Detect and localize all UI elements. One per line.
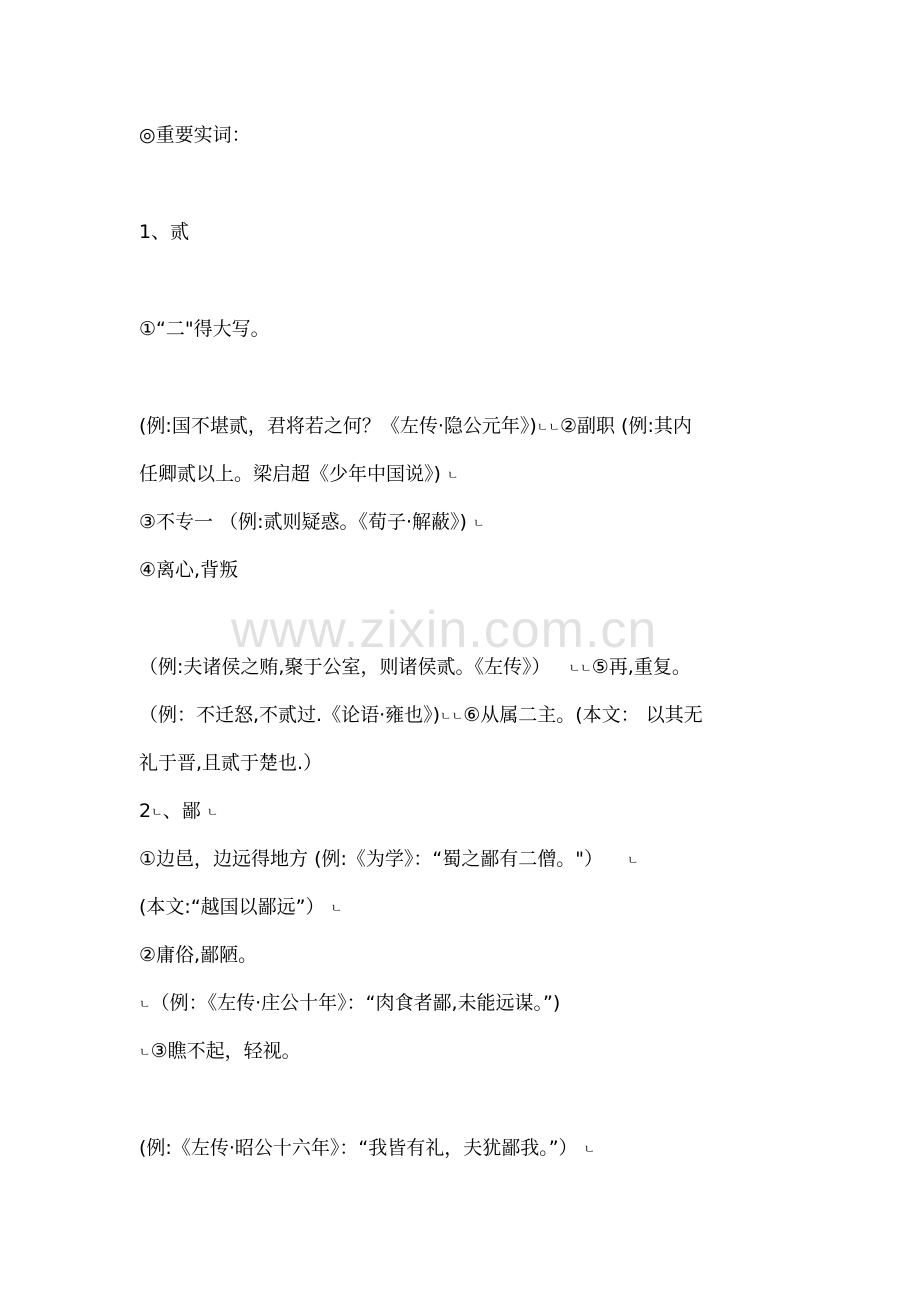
- definition-text: ①边邑，边远得地方 (例:《为学》：“蜀之鄙有二僧。"）: [139, 848, 603, 870]
- example-text: （例:夫诸侯之贿,聚于公室，则诸侯贰。《左传》）: [139, 656, 551, 678]
- example-text: (例:国不堪贰，君将若之何？《左传·隐公元年》): [139, 415, 537, 437]
- definition-line: [139, 1136, 595, 1161]
- paragraph-mark-icon: ﾤ: [472, 515, 485, 530]
- definition-line: ①“二"得大写。: [139, 318, 270, 340]
- example-text: 任卿贰以上。梁启超《少年中国说》): [139, 463, 441, 485]
- paragraph-mark-icon: ﾤ: [627, 852, 639, 867]
- definition-text: ②副职 (例:其内: [559, 415, 692, 437]
- paragraph-mark-icon: ﾤﾤ: [440, 708, 464, 723]
- section-heading: ◎重要实词：: [139, 124, 251, 146]
- example-text: (本文:“越国以鄙远”）: [139, 896, 325, 918]
- definition-text: ③瞧不起，轻视。: [150, 1040, 301, 1062]
- example-text: （例：不迁怒,不贰过.《论语·雍也》): [139, 704, 441, 726]
- example-text: （例：《左传·庄公十年》：“肉食者鄙,未能远谋。”): [150, 992, 561, 1014]
- paragraph-mark-icon: ﾤ: [206, 804, 219, 819]
- watermark: www.zixin.com.cn: [231, 601, 658, 659]
- definition-line: [139, 703, 703, 728]
- item-2-title: 2ﾤ、鄙 ﾤ: [139, 800, 219, 822]
- example-text: (例:《左传·昭公十六年》：“我皆有礼，夫犹鄙我。”）: [139, 1137, 578, 1159]
- definition-line: ②庸俗,鄙陋。: [139, 944, 258, 966]
- item-1-title: 1、贰: [139, 221, 190, 243]
- definition-line: [139, 847, 639, 872]
- paragraph-mark-icon: ﾤ: [151, 804, 163, 819]
- definition-text: ③不专一 （例:贰则疑惑。《荀子·解蔽》): [139, 511, 467, 533]
- definition-line: [139, 895, 342, 920]
- definition-line: [139, 510, 485, 535]
- paragraph-mark-icon: ﾤﾤ: [536, 419, 560, 434]
- paragraph-mark-icon: ﾤ: [330, 900, 343, 915]
- definition-line: [139, 414, 692, 439]
- paragraph-mark-icon: ﾤ: [139, 996, 151, 1011]
- paragraph-mark-icon: ﾤﾤ: [568, 660, 592, 675]
- paragraph-mark-icon: ﾤ: [139, 1044, 151, 1059]
- paragraph-mark-icon: ﾤ: [583, 1141, 596, 1156]
- paragraph-mark-icon: ﾤ: [446, 467, 459, 482]
- definition-text: ⑤再,重复。: [591, 656, 691, 678]
- definition-line: ④离心,背叛: [139, 559, 239, 581]
- definition-line: [139, 462, 459, 487]
- definition-line: 礼于晋,且贰于楚也.）: [139, 752, 323, 774]
- definition-line: [139, 1039, 301, 1064]
- definition-text: ⑥从属二主。(本文： 以其无: [463, 704, 703, 726]
- definition-line: [139, 991, 560, 1016]
